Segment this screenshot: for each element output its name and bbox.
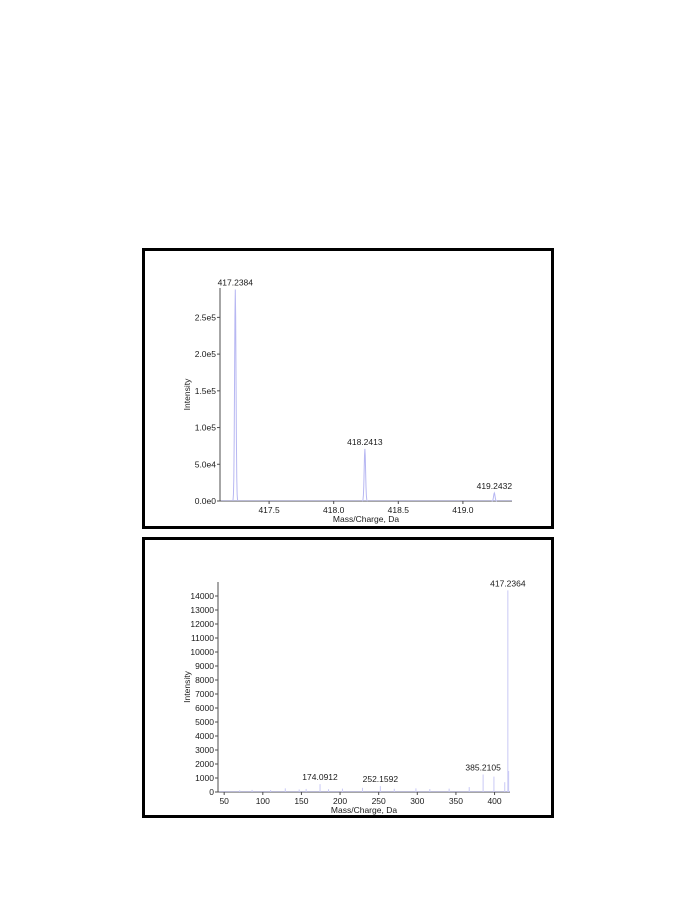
y-tick-label: 14000 bbox=[190, 591, 214, 601]
y-tick-label: 2.5e5 bbox=[194, 312, 216, 323]
y-tick-label: 5000 bbox=[195, 717, 214, 727]
spectrum-peak bbox=[492, 493, 497, 501]
x-tick-label: 417.5 bbox=[258, 505, 280, 515]
peak-label: 252.1592 bbox=[362, 774, 399, 785]
chart-panel-isotope bbox=[142, 248, 554, 529]
x-tick-label: 200 bbox=[332, 796, 348, 806]
peak-label: 417.2384 bbox=[217, 277, 254, 288]
fragment-spectrum-chart bbox=[145, 540, 551, 815]
x-tick-label: 250 bbox=[371, 796, 386, 806]
y-tick-label: 2.0e5 bbox=[194, 349, 216, 360]
x-tick-label: 400 bbox=[487, 796, 502, 806]
y-tick-label: 2000 bbox=[195, 759, 214, 769]
peak-label: 418.2413 bbox=[347, 436, 383, 447]
y-tick-label: 3000 bbox=[195, 745, 214, 755]
y-tick-label: 1.5e5 bbox=[194, 385, 216, 396]
y-tick-label: 10000 bbox=[190, 647, 214, 657]
x-tick-label: 300 bbox=[410, 796, 425, 806]
y-tick-label: 9000 bbox=[195, 661, 214, 671]
x-axis-label: Mass/Charge, Da bbox=[332, 514, 400, 524]
x-tick-label: 418.0 bbox=[323, 505, 345, 515]
y-axis-label: Intensity bbox=[182, 378, 192, 411]
y-tick-label: 4000 bbox=[195, 731, 214, 741]
y-tick-label: 8000 bbox=[195, 675, 214, 685]
x-tick-label: 150 bbox=[294, 796, 309, 806]
x-tick-label: 100 bbox=[255, 796, 270, 806]
x-tick-label: 50 bbox=[219, 796, 229, 806]
y-tick-label: 13000 bbox=[190, 605, 214, 615]
spectrum-peak bbox=[362, 449, 367, 501]
isotope-spectrum-chart bbox=[145, 251, 551, 526]
y-tick-label: 1.0e5 bbox=[194, 422, 216, 433]
y-tick-label: 12000 bbox=[190, 619, 214, 629]
x-tick-label: 419.0 bbox=[452, 505, 474, 515]
y-axis-label: Intensity bbox=[182, 671, 192, 703]
x-tick-label: 350 bbox=[448, 796, 464, 806]
y-tick-label: 0 bbox=[209, 787, 214, 797]
x-tick-label: 418.5 bbox=[387, 505, 409, 515]
spectrum-peak bbox=[233, 289, 238, 500]
peak-label: 419.2432 bbox=[476, 480, 513, 491]
y-tick-label: 5.0e4 bbox=[194, 459, 216, 470]
chart-panel-fragments bbox=[142, 537, 554, 818]
peak-label: 385.2105 bbox=[465, 762, 501, 773]
peak-label: 174.0912 bbox=[302, 772, 338, 783]
y-tick-label: 6000 bbox=[195, 703, 214, 713]
y-tick-label: 11000 bbox=[190, 633, 214, 643]
peak-label: 417.2364 bbox=[490, 578, 526, 589]
x-axis-label: Mass/Charge, Da bbox=[330, 805, 398, 815]
y-tick-label: 7000 bbox=[195, 689, 214, 699]
y-tick-label: 1000 bbox=[195, 773, 214, 783]
y-tick-label: 0.0e0 bbox=[194, 496, 216, 506]
